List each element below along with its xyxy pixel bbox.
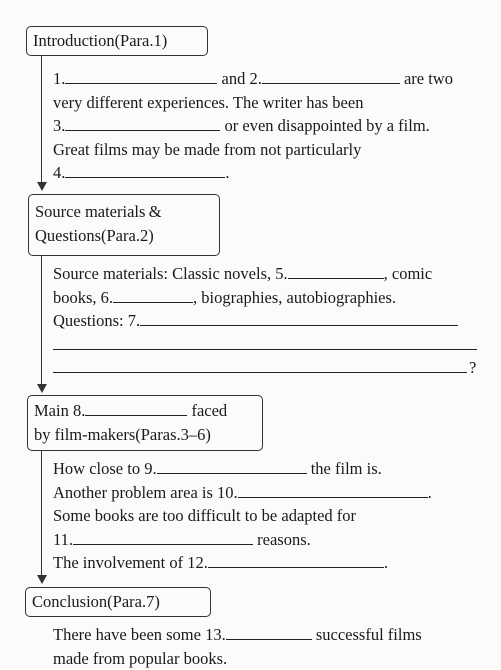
blank-3[interactable] [65, 114, 220, 131]
main-line-4-start: 11. [53, 529, 74, 549]
conclusion-line-2: made from popular books. [53, 648, 228, 668]
blank-7-continued[interactable] [53, 333, 477, 350]
main-line-3: Some books are too difficult to be adapted for [53, 506, 357, 525]
intro-line-3-end: or even disappointed by a film. [224, 116, 430, 135]
main-line-1-end: the film is. [310, 459, 382, 478]
introduction-heading-box [26, 26, 208, 56]
blank-4[interactable] [65, 161, 225, 178]
introduction-heading: Introduction(Para.1) [33, 31, 168, 50]
conclusion-line-1-end: successful films [315, 625, 422, 644]
source-heading-box [28, 194, 220, 256]
blank-9[interactable] [157, 457, 307, 474]
conclusion-line-1-start: There have been some 13. [53, 625, 226, 644]
main-heading-start: Main 8. [34, 401, 86, 420]
main-line-4-end: reasons. [257, 529, 311, 549]
arrow-down-icon [37, 384, 47, 393]
blank-12[interactable] [208, 551, 384, 568]
flow-line-2 [41, 256, 42, 384]
blank-7-continued-2[interactable] [53, 356, 467, 373]
blank-label-3: 3. [53, 116, 66, 135]
blank-6[interactable] [113, 286, 193, 303]
main-line-2-end: . [427, 482, 432, 502]
main-heading-box [27, 395, 263, 451]
intro-line-4: Great films may be made from not particularly [53, 139, 362, 159]
main-line-1-start: How close to 9. [53, 459, 157, 478]
main-heading-line-2: by film-makers(Paras.3–6) [34, 425, 211, 444]
source-line-1-end: , comic [383, 264, 433, 283]
source-line-2-start: books, 6. [53, 287, 114, 307]
blank-8[interactable] [85, 399, 187, 416]
blank-2[interactable] [262, 67, 400, 84]
intro-line-2: very different experiences. The writer has been [53, 92, 364, 112]
source-text [53, 262, 483, 380]
main-text [53, 457, 483, 575]
arrow-down-icon [37, 575, 47, 584]
main-heading-faced: faced [191, 401, 228, 420]
blank-7[interactable] [140, 309, 458, 326]
arrow-down-icon [37, 182, 47, 191]
source-line-3-start: Questions: 7. [53, 311, 141, 330]
conclusion-heading: Conclusion(Para.7) [32, 592, 160, 611]
blank-11[interactable] [73, 528, 253, 545]
flow-line-1 [41, 55, 42, 182]
source-line-1-start: Source materials: Classic novels, 5. [53, 264, 288, 283]
blank-label-1: 1. [53, 69, 66, 88]
source-heading-line-2: Questions(Para.2) [35, 226, 154, 245]
source-line-2-end: , biographies, autobiographies. [193, 287, 397, 307]
intro-text-are-two: are two [403, 69, 453, 88]
conclusion-text [53, 623, 483, 670]
intro-text-and: and 2. [221, 69, 262, 88]
blank-5[interactable] [288, 262, 384, 279]
intro-line-5-end: . [225, 163, 230, 182]
introduction-text [53, 67, 483, 185]
conclusion-heading-box [25, 587, 211, 617]
blank-10[interactable] [238, 481, 428, 498]
main-line-2-start: Another problem area is 10. [53, 482, 238, 502]
question-mark: ? [469, 358, 477, 377]
blank-13[interactable] [226, 623, 312, 640]
flow-line-3 [41, 451, 42, 575]
blank-label-4: 4. [53, 163, 66, 182]
main-line-5-start: The involvement of 12. [53, 553, 208, 572]
source-heading-line-1: Source materials & [35, 202, 162, 221]
main-line-5-end: . [383, 553, 389, 572]
blank-1[interactable] [65, 67, 217, 84]
